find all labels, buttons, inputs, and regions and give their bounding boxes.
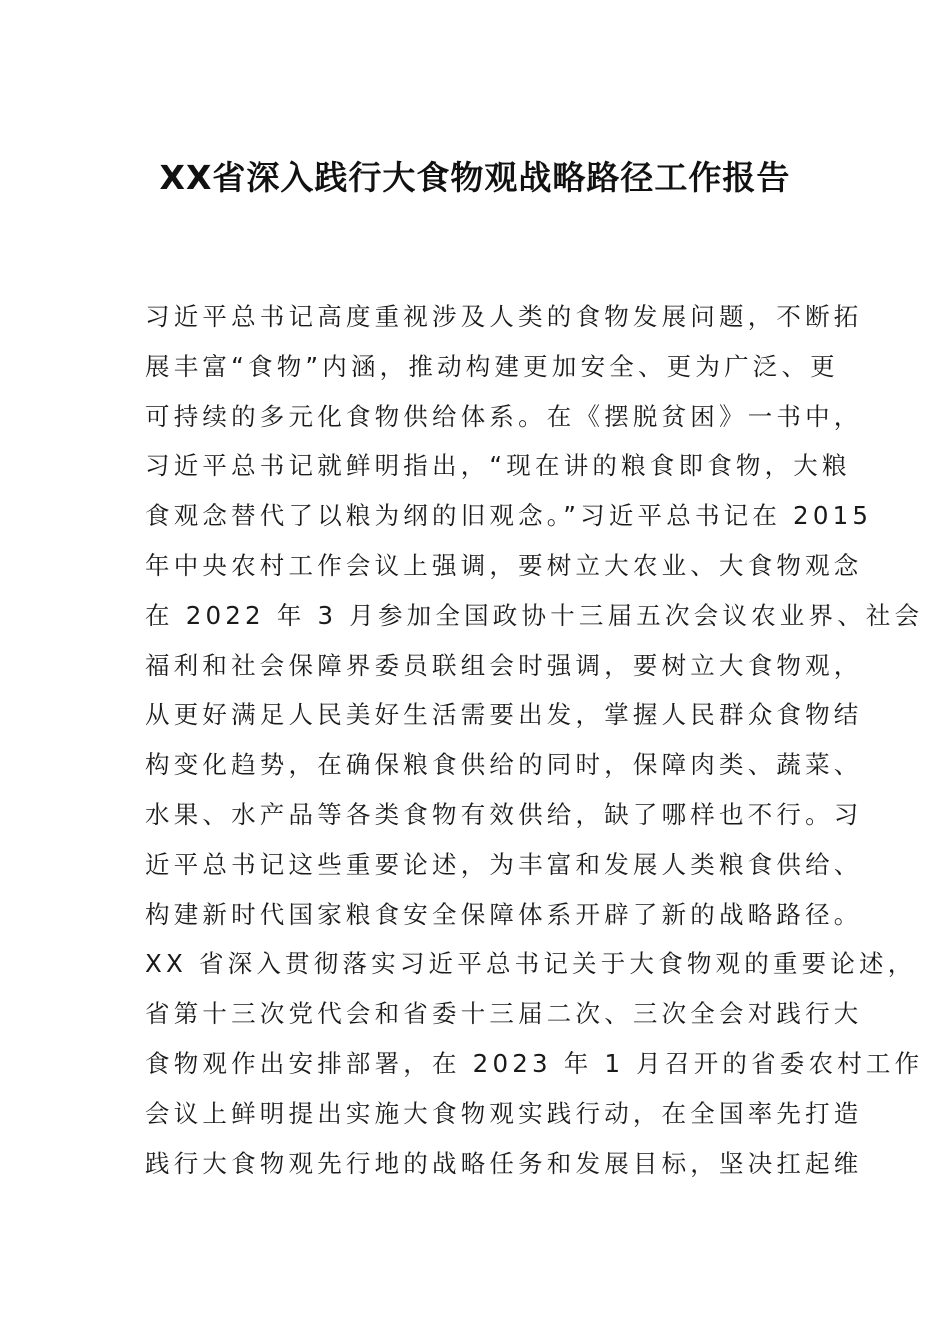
body-line: XX 省深入贯彻落实习近平总书记关于大食物观的重要论述， (145, 949, 917, 979)
body-line: 年中央农村工作会议上强调，要树立大农业、大食物观念 (145, 550, 863, 580)
body-line: 从更好满足人民美好生活需要出发，掌握人民群众食物结 (145, 700, 863, 730)
body-line: 构变化趋势，在确保粮食供给的同时，保障肉类、蔬菜、 (145, 750, 863, 780)
body-line: 近平总书记这些重要论述，为丰富和发展人类粮食供给、 (145, 849, 863, 879)
body-line: 习近平总书记就鲜明指出，“现在讲的粮食即食物，大粮 (145, 451, 851, 481)
body-line: 食物观作出安排部署，在 2023 年 1 月召开的省委农村工作 (145, 1048, 924, 1078)
body-line: 福利和社会保障界委员联组会时强调，要树立大食物观， (145, 650, 863, 680)
body-line: 在 2022 年 3 月参加全国政协十三届五次会议农业界、社会 (145, 600, 924, 630)
body-line: 水果、水产品等各类食物有效供给，缺了哪样也不行。习 (145, 799, 863, 829)
body-line: 展丰富“食物”内涵，推动构建更加安全、更为广泛、更 (145, 351, 839, 381)
body-line: 会议上鲜明提出实施大食物观实践行动，在全国率先打造 (145, 1098, 863, 1128)
body-line: 省第十三次党代会和省委十三届二次、三次全会对践行大 (145, 999, 863, 1029)
body-line: 食观念替代了以粮为纲的旧观念。”习近平总书记在 2015 (145, 501, 873, 531)
document-title: XX省深入践行大食物观战略路径工作报告 (159, 158, 791, 197)
body-line: 构建新时代国家粮食安全保障体系开辟了新的战略路径。 (145, 899, 863, 929)
body-line: 习近平总书记高度重视涉及人类的食物发展问题，不断拓 (145, 302, 863, 331)
body-line: 可持续的多元化食物供给体系。在《摆脱贫困》一书中， (145, 401, 863, 431)
body-line: 践行大食物观先行地的战略任务和发展目标，坚决扛起维 (145, 1148, 863, 1178)
document-body (145, 292, 924, 1188)
